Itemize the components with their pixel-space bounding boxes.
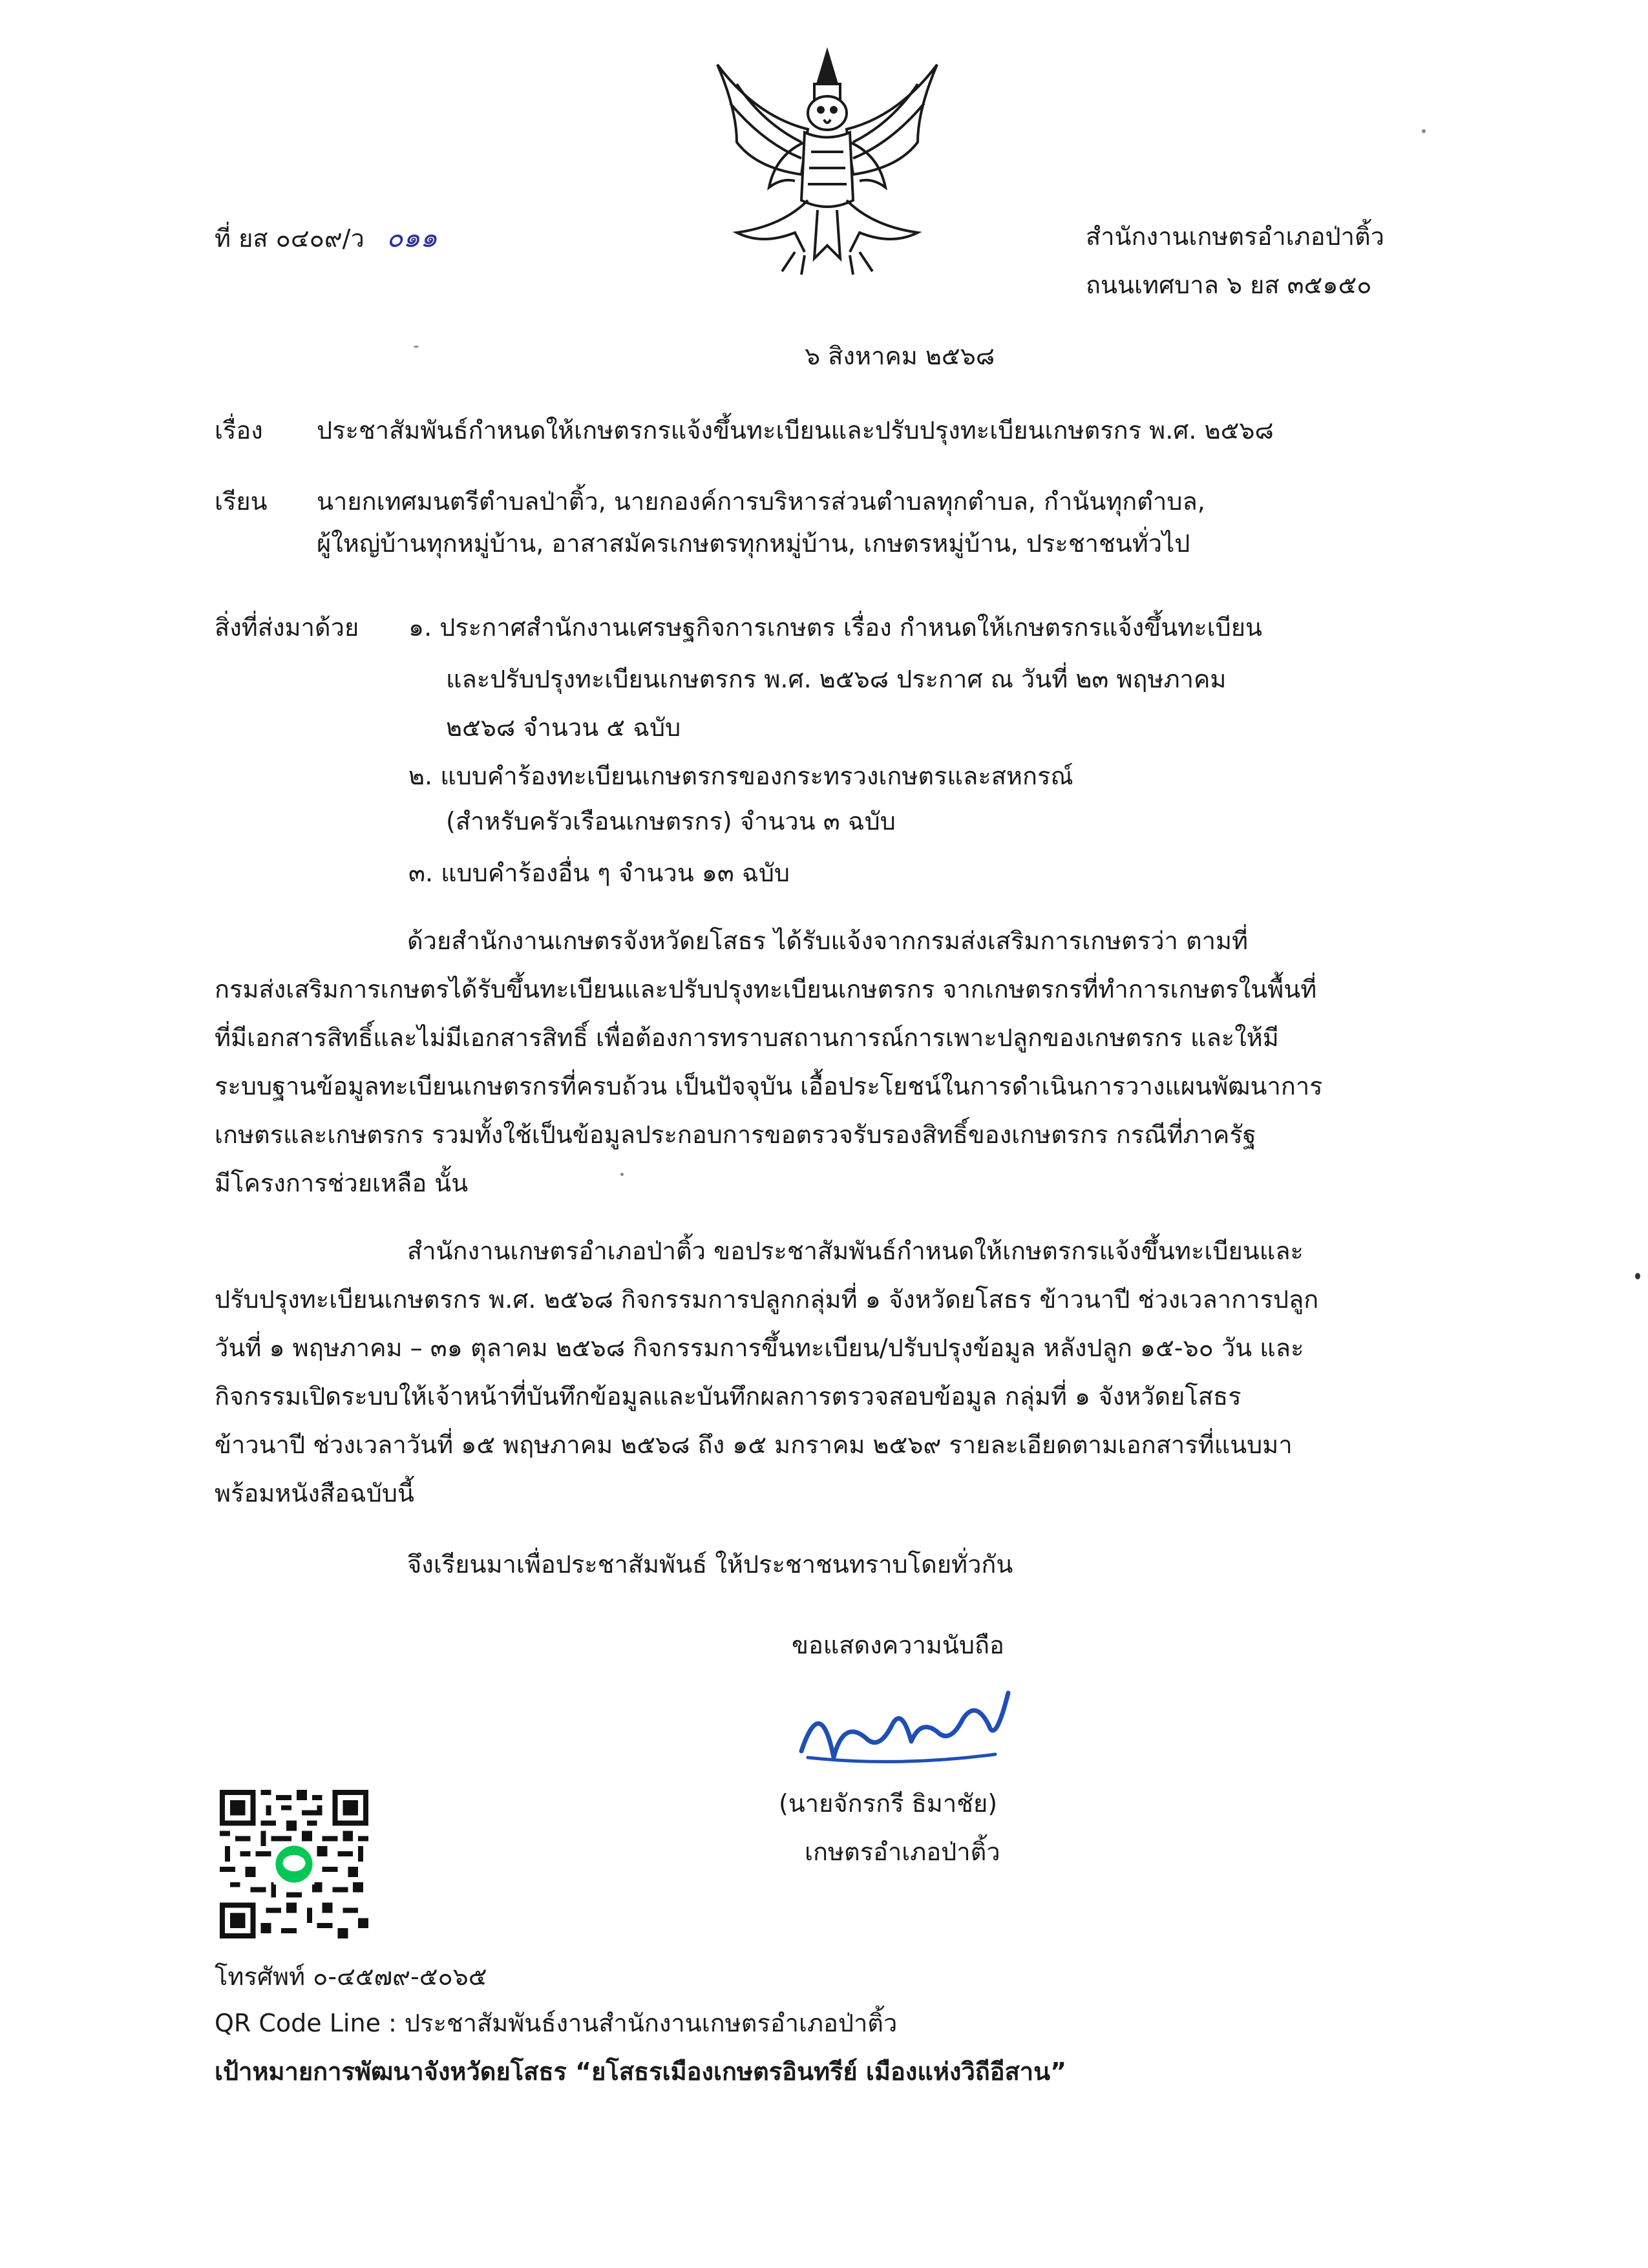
qr-caption: QR Code Line : ประชาสัมพันธ์งานสำนักงานเกษตรอำเภอป่าติ้ว	[215, 2009, 898, 2037]
enclosure-item-continuation: และปรับปรุงทะเบียนเกษตรกร พ.ศ. ๒๕๖๘ ประกาศ ณ วันที่ ๒๓ พฤษภาคม	[446, 665, 1227, 693]
scan-speck	[1422, 129, 1426, 133]
enclosures-label: สิ่งที่ส่งมาด้วย	[215, 613, 359, 642]
paragraph-line: เกษตรและเกษตรกร รวมทั้งใช้เป็นข้อมูลประกอบการขอตรวจรับรองสิทธิ์ของเกษตรกร กรณีที่ภาครัฐ	[215, 1120, 1256, 1149]
enclosure-item: ๒. แบบคำร้องทะเบียนเกษตรกรของกระทรวงเกษตรและสหกรณ์	[408, 762, 1073, 790]
paragraph-line: ข้าวนาปี ช่วงเวลาวันที่ ๑๕ พฤษภาคม ๒๕๖๘ ถึง ๑๕ มกราคม ๒๕๖๙ รายละเอียดตามเอกสารที่แนบมา	[215, 1431, 1293, 1459]
qr-code	[220, 1790, 368, 1938]
scan-speck	[414, 346, 419, 348]
recipient-line: ผู้ใหญ่บ้านทุกหมู่บ้าน, อาสาสมัครเกษตรทุกหมู่บ้าน, เกษตรหมู่บ้าน, ประชาชนทั่วไป	[317, 529, 1190, 558]
phone-number: โทรศัพท์ ๐-๔๕๗๙-๕๐๖๕	[215, 1962, 487, 1991]
subject-text: ประชาสัมพันธ์กำหนดให้เกษตรกรแจ้งขึ้นทะเบียนและปรับปรุงทะเบียนเกษตรกร พ.ศ. ๒๕๖๘	[317, 416, 1274, 445]
paragraph-line: ระบบฐานข้อมูลทะเบียนเกษตรกรที่ครบถ้วน เป็นปัจจุบัน เอื้อประโยชน์ในการดำเนินการวางแผนพัฒนาการ	[215, 1072, 1323, 1100]
paragraph-line: สำนักงานเกษตรอำเภอป่าติ้ว ขอประชาสัมพันธ์กำหนดให้เกษตรกรแจ้งขึ้นทะเบียนและ	[407, 1237, 1304, 1265]
enclosure-item-continuation: ๒๕๖๘ จำนวน ๕ ฉบับ	[446, 713, 681, 742]
reference-prefix: ที่ ยส ๐๔๐๙/ว	[215, 224, 364, 253]
closing-line: จึงเรียนมาเพื่อประชาสัมพันธ์ ให้ประชาชนทราบโดยทั่วกัน	[407, 1550, 1013, 1579]
signatory-name: (นายจักรกรี ธิมาชัย)	[779, 1789, 998, 1818]
subject-label: เรื่อง	[215, 416, 263, 445]
paragraph-line: ที่มีเอกสารสิทธิ์และไม่มีเอกสารสิทธิ์ เพื่อต้องการทราบสถานการณ์การเพาะปลูกของเกษตรกร และให้มี	[215, 1024, 1279, 1052]
paragraph-line: มีโครงการช่วยเหลือ นั้น	[215, 1169, 469, 1197]
enclosure-item: ๓. แบบคำร้องอื่น ๆ จำนวน ๑๓ ฉบับ	[408, 859, 790, 887]
paragraph-line: กิจกรรมเปิดระบบให้เจ้าหน้าที่บันทึกข้อมูลและบันทึกผลการตรวจสอบข้อมูล กลุ่มที่ ๑ จังหวัดยโสธร	[215, 1382, 1241, 1411]
paragraph-line: วันที่ ๑ พฤษภาคม – ๓๑ ตุลาคม ๒๕๖๘ กิจกรรมการขึ้นทะเบียน/ปรับปรุงข้อมูล หลังปลูก ๑๕-๖๐ วัน และ	[215, 1334, 1304, 1362]
reference-number-line	[215, 216, 438, 259]
office-name: สำนักงานเกษตรอำเภอป่าติ้ว	[1086, 222, 1385, 251]
scan-speck	[1635, 1273, 1640, 1279]
letter-date: ๖ สิงหาคม ๒๕๖๘	[805, 342, 995, 370]
signatory-position: เกษตรอำเภอป่าติ้ว	[805, 1838, 1000, 1866]
garuda-emblem	[698, 39, 956, 278]
paragraph-line: ด้วยสำนักงานเกษตรจังหวัดยโสธร ได้รับแจ้งจากกรมส่งเสริมการเกษตรว่า ตามที่	[407, 927, 1249, 955]
recipient-label: เรียน	[215, 487, 268, 516]
province-slogan: เป้าหมายการพัฒนาจังหวัดยโสธร “ยโสธรเมืองเกษตรอินทรีย์ เมืองแห่งวิถีอีสาน”	[215, 2057, 1067, 2086]
salutation: ขอแสดงความนับถือ	[792, 1631, 1004, 1659]
enclosure-item: ๑. ประกาศสำนักงานเศรษฐกิจการเกษตร เรื่อง กำหนดให้เกษตรกรแจ้งขึ้นทะเบียน	[408, 613, 1262, 642]
recipient-line: นายกเทศมนตรีตำบลป่าติ้ว, นายกองค์การบริหารส่วนตำบลทุกตำบล, กำนันทุกตำบล,	[317, 487, 1205, 516]
enclosure-item-continuation: (สำหรับครัวเรือนเกษตรกร) จำนวน ๓ ฉบับ	[446, 807, 896, 835]
office-address: ถนนเทศบาล ๖ ยส ๓๕๑๕๐	[1086, 271, 1372, 299]
reference-number-handwritten: ๐๑๑	[386, 222, 438, 253]
paragraph-line: พร้อมหนังสือฉบับนี้	[215, 1479, 415, 1507]
paragraph-line: ปรับปรุงทะเบียนเกษตรกร พ.ศ. ๒๕๖๘ กิจกรรมการปลูกกลุ่มที่ ๑ จังหวัดยโสธร ข้าวนาปี ช่วงเวลาการปลูก	[215, 1285, 1319, 1314]
scan-speck	[620, 1173, 624, 1176]
paragraph-line: กรมส่งเสริมการเกษตรได้รับขึ้นทะเบียนและปรับปรุงทะเบียนเกษตรกร จากเกษตรกรที่ทำการเกษตรในพื้นที่	[215, 975, 1317, 1003]
handwritten-signature	[782, 1680, 1028, 1777]
